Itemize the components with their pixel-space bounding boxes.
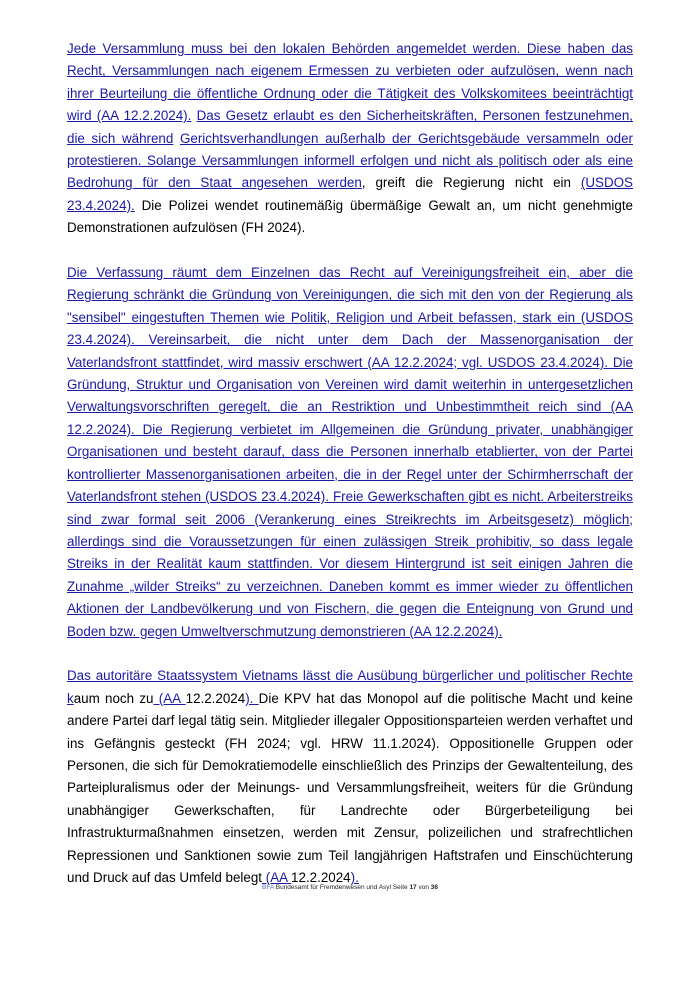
body-text: 12.2.2024 [185,690,246,706]
source-link[interactable]: (AA [262,870,292,885]
footer-page-total: 36 [430,884,438,891]
footer-org-text: Bundesamt für Fremdenwesen und Asyl Seite [273,884,410,891]
paragraph-assembly [67,38,633,240]
body-text: 12.2.2024 [291,870,351,885]
source-link[interactable]: Gerichtsverhandlungen außerhalb der Gerichtsgebäude versammeln oder protestieren. Solange Versammlungen informell erfolgen und nicht als politisch oder als eine Bedrohung für den Staat angesehen werden [67,130,633,191]
document-body [67,38,633,889]
source-link[interactable]: (AA [153,690,186,706]
source-link[interactable]: ). [245,690,259,706]
body-text [173,131,180,146]
paragraph-political-rights [67,665,633,889]
body-text: Die Polizei wendet routinemäßig übermäßige Gewalt an, um nicht genehmigte Demonstrationen aufzulösen (FH 2024). [67,197,633,236]
source-link[interactable]: Jede Versammlung muss bei den lokalen Behörden angemeldet werden. Diese haben das Recht, Versammlungen nach eigenem Ermessen zu verbieten oder aufzulösen, wenn nach ihrer Beurteilung die öffentliche Ordnung oder die Tätigkeit des Volkskomitees beeinträchtigt wird (AA 12.2.2024). [67,41,633,124]
source-link[interactable]: Das Gesetz erlaubt es den Sicherheitskräften, Personen festzunehmen, die sich während [67,108,634,146]
source-link[interactable]: ). [350,870,359,885]
body-text: , greift die Regierung nicht ein [361,175,581,191]
page-footer [0,884,700,891]
body-text: aum noch zu [73,690,154,706]
footer-page-number: 17 [409,884,417,891]
source-link[interactable]: Die Verfassung räumt dem Einzelnen das Recht auf Vereinigungsfreiheit ein, aber die Regierung schränkt die Gründung von Vereinigungen, die sich mit den von der Regierung als "sensibel" eingestuften Themen wie Politik, Religion und Arbeit befassen, stark ein (USDOS 23.4.2024). Vereinsarbeit, die nicht unter dem Dach der Massenorganisation der Vaterlandsfront stattfindet, wird massiv erschwert (AA 12.2.2024; vgl. USDOS 23.4.2024). Die Gründung, Struktur und Organisation von Vereinen wird damit weiterhin in untergesetzlichen Verwaltungsvorschriften geregelt, die an Restriktion und Unbestimmtheit reich sind (AA 12.2.2024). Die Regierung verbietet im Allgemeinen die Gründung privater, unabhängiger Organisationen und besteht darauf, dass die Personen innerhalb etablierter, von der Partei kontrollierter Massenorganisationen arbeiten, die in der Regel unter der Schirmherrschaft der Vaterlandsfront stehen (USDOS 23.4.2024). Freie Gewerkschaften gibt es nicht. Arbeiterstreiks sind zwar formal seit 2006 (Verankerung eines Streikrechts im Arbeitsgesetz) möglich; allerdings sind die Voraussetzungen für einen zulässigen Streik prohibitiv, so dass legale Streiks in der Realität kaum stattfinden. Vor diesem Hintergrund ist seit einigen Jahren die Zunahme „wilder Streiks“ zu verzeichnen. Daneben kommt es immer wieder zu öffentlichen Aktionen der Landbevölkerung und von Fischern, die gegen die Enteignung von Grund und Boden bzw. gegen Umweltverschmutzung demonstrieren (AA 12.2.2024). [67,265,633,639]
paragraph-association [67,262,633,643]
footer-of: von [416,884,431,891]
source-link[interactable]: Das autoritäre Staatssystem Vietnams lässt die Ausübung bürgerlicher und politischer Rechte k [67,668,633,706]
footer-org-abbreviation: BFA [262,884,274,891]
body-text: Die KPV hat das Monopol auf die politische Macht und keine andere Partei darf legal tätig sein. Mitglieder illegaler Oppositionsparteien werden verhaftet und ins Gefängnis gesteckt (FH 2024; vgl. HRW 11.1.2024). Oppositionelle Gruppen oder Personen, die sich für Demokratiemodelle einschließlich des Prinzips der Gewaltenteilung, des Parteipluralismus oder der Meinungs- und Versammlungsfreiheit, weiters für die Gründung unabhängiger Gewerkschaften, für Landrechte oder Bürgerbeteiligung bei Infrastrukturmaßnahmen einsetzen, werden mit Zensur, polizeilichen und strafrechtlichen Repressionen und Sanktionen sowie zum Teil langjährigen Haftstrafen und Einschüchterung und Druck auf das Umfeld belegt [67,690,634,885]
source-link[interactable]: (USDOS 23.4.2024). [67,175,633,213]
